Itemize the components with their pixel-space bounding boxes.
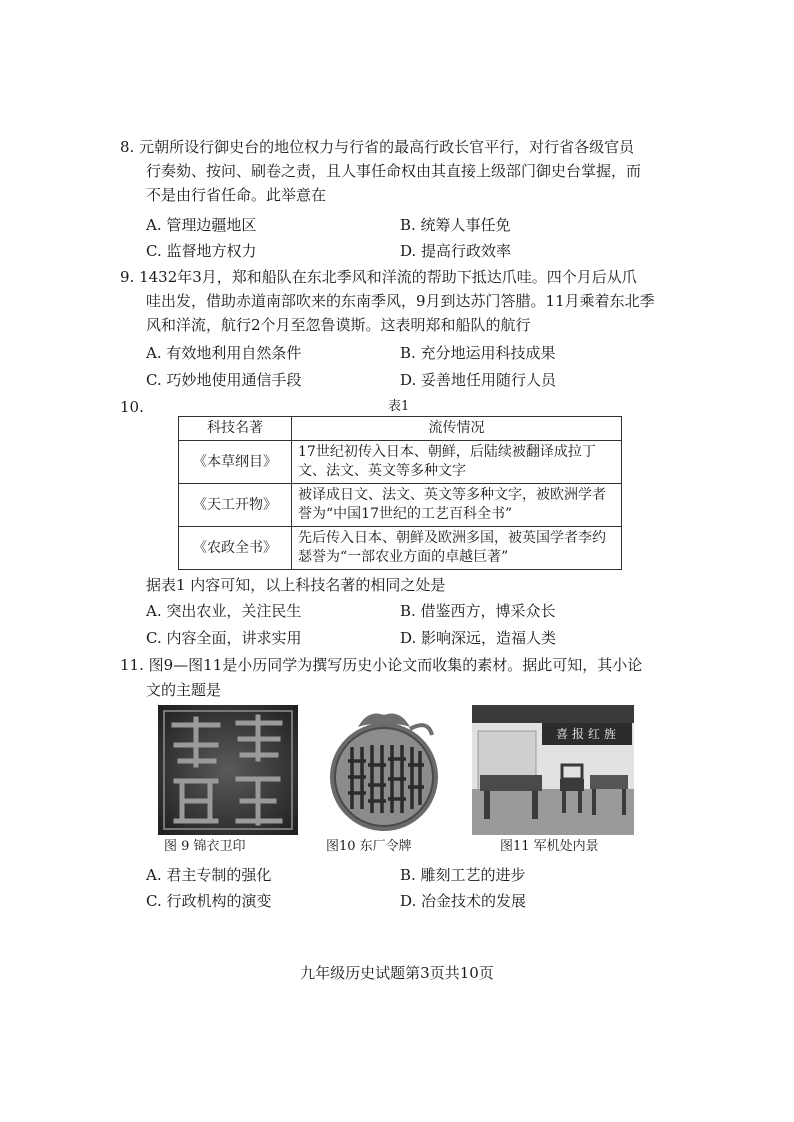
q9-stem-line-3: 风和洋流，航行2个月至忽鲁谟斯。这表明郑和船队的航行 bbox=[146, 316, 531, 334]
table-cell-name: 《农政全书》 bbox=[179, 527, 292, 570]
q8-stem-line-1: 8. 元朝所设行御史台的地位权力与行省的最高行政长官平行，对行省各级官员 bbox=[120, 138, 635, 156]
figure-10-caption: 图10 东厂令牌 bbox=[326, 839, 412, 854]
table-header-cell: 科技名著 bbox=[179, 417, 292, 441]
table-row bbox=[179, 527, 622, 570]
table-row bbox=[179, 441, 622, 484]
q9-option-d[interactable]: D. 妥善地任用随行人员 bbox=[400, 371, 557, 389]
table-header-cell: 流传情况 bbox=[292, 417, 622, 441]
figure-9-seal-image bbox=[158, 705, 298, 835]
q11-option-b[interactable]: B. 雕刻工艺的进步 bbox=[400, 866, 526, 884]
q10-option-d[interactable]: D. 影响深远，造福人类 bbox=[400, 629, 557, 647]
q8-option-b[interactable]: B. 统筹人事任免 bbox=[400, 216, 511, 234]
page-footer: 九年级历史试题第3页共10页 bbox=[300, 964, 494, 982]
tech-books-table bbox=[178, 416, 622, 570]
plaque-text: 喜报红旌 bbox=[555, 727, 620, 741]
table-title: 表1 bbox=[388, 399, 410, 414]
q11-stem-line-2: 文的主题是 bbox=[146, 681, 222, 699]
table-row bbox=[179, 484, 622, 527]
q10-option-b[interactable]: B. 借鉴西方，博采众长 bbox=[400, 602, 556, 620]
figure-11-interior-image bbox=[472, 705, 634, 835]
q9-option-b[interactable]: B. 充分地运用科技成果 bbox=[400, 344, 556, 362]
q10-option-a[interactable]: A. 突出农业，关注民生 bbox=[146, 602, 302, 620]
q8-option-c[interactable]: C. 监督地方权力 bbox=[146, 242, 257, 260]
q9-option-c[interactable]: C. 巧妙地使用通信手段 bbox=[146, 371, 302, 389]
q9-stem-line-2: 哇出发，借助赤道南部吹来的东南季风，9月到达苏门答腊。11月乘着东北季 bbox=[146, 292, 655, 310]
q8-option-a[interactable]: A. 管理边疆地区 bbox=[146, 216, 257, 234]
table-cell-name: 《本草纲目》 bbox=[179, 441, 292, 484]
q9-stem-line-1: 9. 1432年3月，郑和船队在东北季风和洋流的帮助下抵达爪哇。四个月后从爪 bbox=[120, 268, 637, 286]
figure-11-caption: 图11 军机处内景 bbox=[500, 839, 599, 854]
q10-number: 10. bbox=[120, 398, 144, 416]
q8-option-d[interactable]: D. 提高行政效率 bbox=[400, 242, 512, 260]
q11-option-d[interactable]: D. 冶金技术的发展 bbox=[400, 892, 527, 910]
q9-option-a[interactable]: A. 有效地利用自然条件 bbox=[146, 344, 302, 362]
q11-option-a[interactable]: A. 君主专制的强化 bbox=[146, 866, 272, 884]
q11-option-c[interactable]: C. 行政机构的演变 bbox=[146, 892, 272, 910]
table-cell-desc: 17世纪初传入日本、朝鲜，后陆续被翻译成拉丁文、法文、英文等多种文字 bbox=[292, 441, 622, 484]
q8-stem-line-2: 行奏劾、按问、刷卷之责，且人事任命权由其直接上级部门御史台掌握，而 bbox=[146, 162, 642, 180]
table-cell-desc: 先后传入日本、朝鲜及欧洲多国，被英国学者李约瑟誉为“一部农业方面的卓越巨著” bbox=[292, 527, 622, 570]
q10-stem: 据表1 内容可知，以上科技名著的相同之处是 bbox=[146, 576, 446, 594]
q8-stem-line-3: 不是由行省任命。此举意在 bbox=[146, 186, 327, 204]
table-cell-name: 《天工开物》 bbox=[179, 484, 292, 527]
figure-10-token-image bbox=[318, 705, 450, 835]
table-header-row bbox=[179, 417, 622, 441]
figure-9-caption: 图 9 锦衣卫印 bbox=[164, 839, 246, 854]
q11-stem-line-1: 11. 图9—图11是小历同学为撰写历史小论文而收集的素材。据此可知，其小论 bbox=[120, 656, 643, 674]
q10-option-c[interactable]: C. 内容全面，讲求实用 bbox=[146, 629, 302, 647]
table-cell-desc: 被译成日文、法文、英文等多种文字，被欧洲学者誉为“中国17世纪的工艺百科全书” bbox=[292, 484, 622, 527]
